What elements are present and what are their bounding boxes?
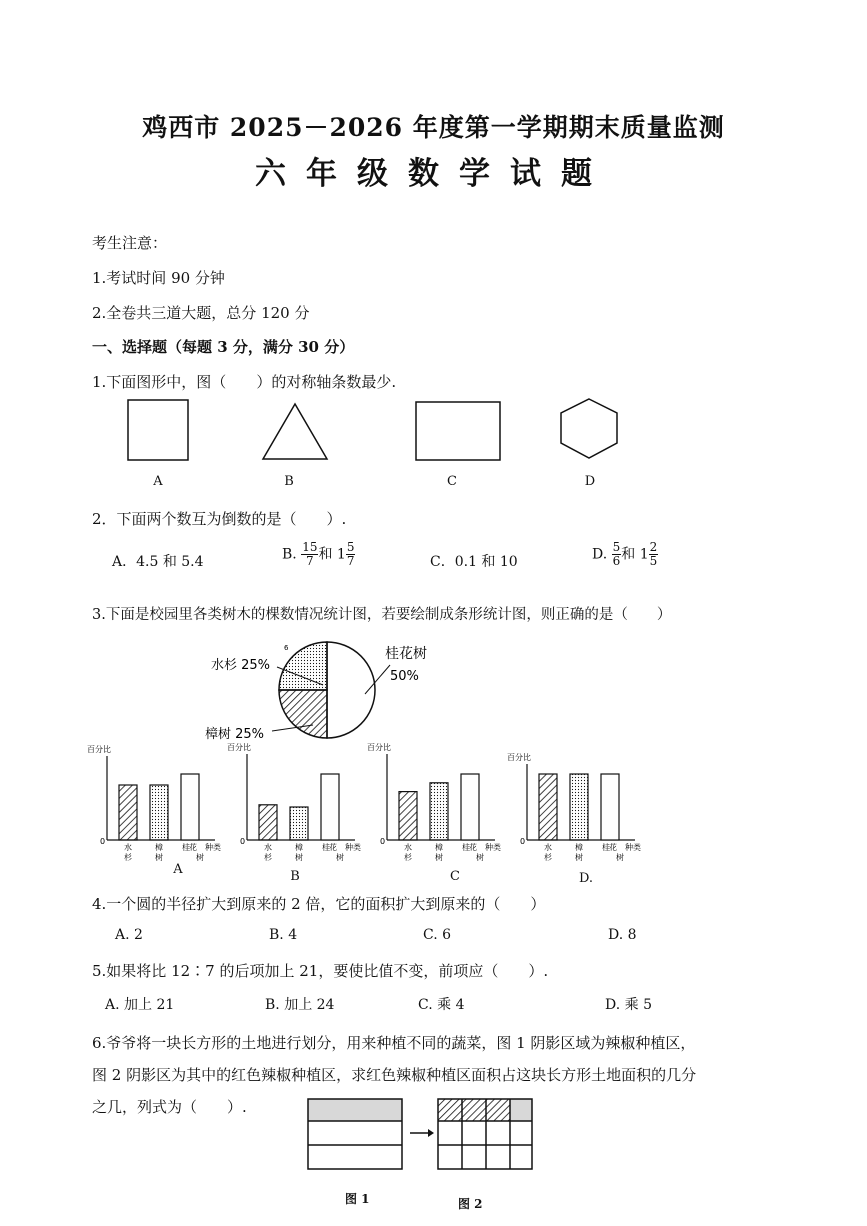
- bar-category-label: 桂: [462, 843, 470, 852]
- question-6-line-2: 图 2 阴影区为其中的红色辣椒种植区，求红色辣椒种植区面积占这块长方形土地面积的几分: [92, 1066, 697, 1084]
- question-2-text: 2．下面两个数互为倒数的是（ ）.: [92, 510, 347, 528]
- bar-category-label: 樟: [435, 843, 443, 852]
- q3-label-d: D.: [578, 871, 594, 886]
- bar-category-label: 杉: [544, 853, 552, 862]
- q2-option-b: B. $\frac{15}{7}$ 和 1 $\frac{5}{7}$: [282, 540, 355, 568]
- figure-1-grid: [308, 1099, 402, 1169]
- q1-label-d: D: [584, 474, 596, 489]
- bar-origin-label: 0: [380, 837, 386, 846]
- bar-chart-c: [367, 742, 501, 862]
- q6-figures: [300, 1095, 540, 1175]
- bar-origin-label: 0: [520, 837, 526, 846]
- bar-category-label: 樟: [155, 843, 163, 852]
- bar-category-label: 树: [575, 853, 583, 862]
- bar-category-label: 桂: [602, 843, 610, 852]
- bar-category-label: 桂: [322, 843, 330, 852]
- q4-option-c: C. 6: [423, 927, 452, 943]
- bar-osmanthus: [601, 774, 619, 840]
- bar-category-label: 花: [189, 843, 197, 852]
- bar-category-label: 树: [336, 853, 344, 862]
- bar-category-label: 杉: [404, 853, 412, 862]
- bar-metasequoia: [399, 792, 417, 840]
- bar-x-axis-label: 种类: [345, 843, 361, 852]
- bar-category-label: 水: [124, 843, 132, 852]
- bar-category-label: 花: [329, 843, 337, 852]
- bar-category-label: 杉: [124, 853, 132, 862]
- bar-metasequoia: [119, 785, 137, 840]
- bar-osmanthus: [181, 774, 199, 840]
- bar-y-axis-label: 百分比: [227, 743, 251, 752]
- bar-category-label: 水: [404, 843, 412, 852]
- q1-label-c: C: [447, 474, 457, 489]
- bar-category-label: 花: [469, 843, 477, 852]
- notice-item-1: 1.考试时间 90 分钟: [92, 269, 225, 287]
- bar-metasequoia: [259, 805, 277, 840]
- pie-mark: 6: [284, 644, 289, 652]
- bar-category-label: 杉: [264, 853, 272, 862]
- bar-category-label: 树: [616, 853, 624, 862]
- exam-subtitle: 六年级数学试题: [255, 156, 612, 192]
- figure-1-label: 图 1: [345, 1192, 370, 1206]
- bar-category-label: 树: [435, 853, 443, 862]
- bar-category-label: 树: [155, 853, 163, 862]
- bar-chart-b: [227, 742, 361, 862]
- bar-y-axis-label: 百分比: [367, 743, 391, 752]
- q2-option-c: C．0.1 和 10: [430, 554, 518, 570]
- q4-option-b: B. 4: [269, 927, 298, 943]
- pie-label-camphor: 樟树 25%: [205, 727, 265, 742]
- bar-metasequoia: [539, 774, 557, 840]
- bar-y-axis-label: 百分比: [507, 753, 531, 762]
- notice-heading: 考生注意：: [92, 234, 168, 252]
- question-3-text: 3.下面是校园里各类树木的棵数情况统计图，若要绘制成条形统计图，则正确的是（ ）: [92, 607, 672, 623]
- q1-label-b: B: [284, 474, 294, 489]
- bar-y-axis-label: 百分比: [87, 745, 111, 754]
- bar-category-label: 花: [609, 843, 617, 852]
- bar-camphor: [430, 783, 448, 840]
- bar-osmanthus: [461, 774, 479, 840]
- notice-item-2: 2.全卷共三道大题，总分 120 分: [92, 304, 310, 322]
- bar-category-label: 树: [196, 853, 204, 862]
- bar-x-axis-label: 种类: [205, 843, 221, 852]
- bar-camphor: [570, 774, 588, 840]
- figure-2-grid: [438, 1099, 532, 1169]
- bar-category-label: 樟: [295, 843, 303, 852]
- bar-chart-a: [87, 744, 221, 862]
- pie-label-osmanthus: [385, 645, 427, 662]
- q4-option-a: A. 2: [115, 927, 143, 943]
- pie-slice-metasequoia: [279, 690, 327, 738]
- figure-2-label: 图 2: [458, 1197, 483, 1211]
- question-6-line-1: 6.爷爷将一块长方形的土地进行划分，用来种植不同的蔬菜，图 1 阴影区域为辣椒种植区，: [92, 1034, 696, 1052]
- question-4-text: 4.一个圆的半径扩大到原来的 2 倍，它的面积扩大到原来的（ ）: [92, 895, 546, 913]
- rectangle-shape: [416, 402, 500, 460]
- question-1-text: 1.下面图形中，图（ ）的对称轴条数最少.: [92, 373, 397, 391]
- hexagon-shape: [561, 399, 617, 458]
- q3-label-b: B: [290, 869, 300, 884]
- q1-label-a: A: [153, 474, 163, 489]
- triangle-shape: [263, 404, 327, 459]
- pie-label-osmanthus-pct: 50%: [390, 669, 419, 684]
- q4-option-d: D. 8: [608, 927, 637, 943]
- pie-label-metasequoia: 水杉 25%: [211, 658, 271, 673]
- bar-camphor: [290, 807, 308, 840]
- bar-category-label: 水: [264, 843, 272, 852]
- arrow-right-icon: [410, 1129, 434, 1137]
- bar-origin-label: 0: [100, 837, 106, 846]
- question-5-text: 5.如果将比 12∶7 的后项加上 21，要使比值不变，前项应（ ）.: [92, 962, 549, 980]
- q5-option-c: C. 乘 4: [418, 997, 465, 1013]
- pie-label-osmanthus-name: 桂花树: [385, 646, 427, 662]
- pie-slices: [279, 642, 375, 738]
- bar-chart-d: [507, 752, 641, 862]
- q5-option-b: B. 加上 24: [265, 997, 335, 1013]
- section-heading-choice: 一、选择题（每题 3 分，满分 30 分）: [92, 338, 355, 356]
- exam-title: 鸡西市 2025－2026 年度第一学期期末质量监测: [142, 113, 725, 142]
- bar-x-axis-label: 种类: [625, 843, 641, 852]
- q5-option-d: D. 乘 5: [605, 997, 652, 1013]
- bar-category-label: 水: [544, 843, 552, 852]
- bar-category-label: 樟: [575, 843, 583, 852]
- q3-label-c: C: [450, 869, 460, 884]
- square-shape: [128, 400, 188, 460]
- q2-option-d: D. $\frac{5}{6}$ 和 1 $\frac{2}{5}$: [592, 540, 658, 568]
- question-6-line-3: 之几，列式为（ ）.: [92, 1098, 247, 1116]
- pie-chart: [195, 635, 495, 750]
- q3-label-a: A: [173, 862, 183, 877]
- bar-camphor: [150, 785, 168, 840]
- bar-origin-label: 0: [240, 837, 246, 846]
- bar-osmanthus: [321, 774, 339, 840]
- bar-x-axis-label: 种类: [485, 843, 501, 852]
- q2-option-a: A．4.5 和 5.4: [112, 554, 204, 570]
- q5-option-a: A. 加上 21: [105, 997, 175, 1013]
- q1-shapes: [120, 396, 640, 466]
- bar-category-label: 树: [476, 853, 484, 862]
- bar-category-label: 树: [295, 853, 303, 862]
- bar-category-label: 桂: [182, 843, 190, 852]
